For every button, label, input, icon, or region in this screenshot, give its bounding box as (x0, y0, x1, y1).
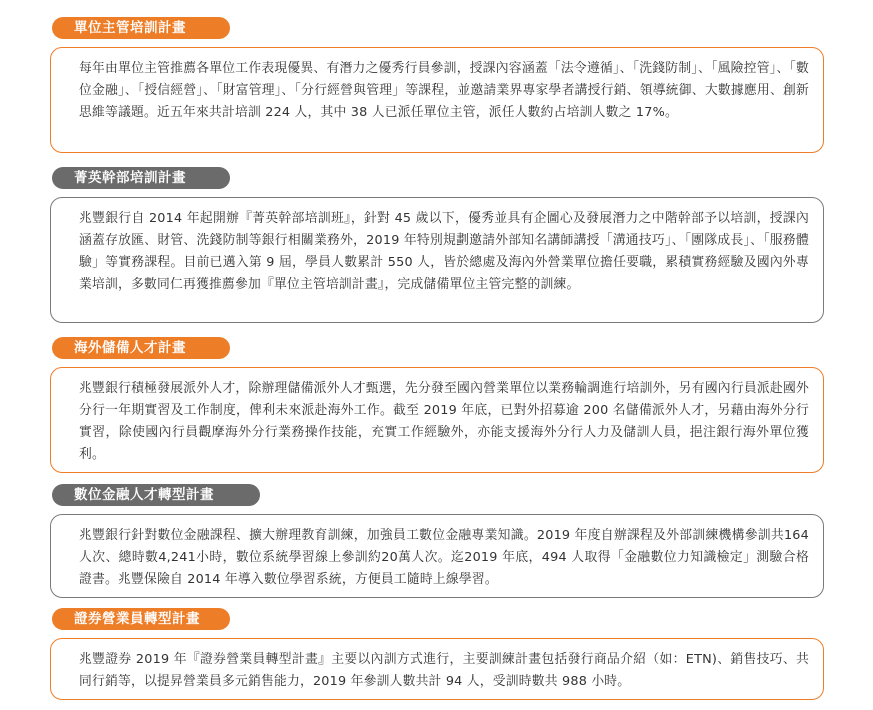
section-text: 兆豐證券 2019 年『證券營業員轉型計畫』主要以內訓方式進行，主要訓練計畫包括發行商品介紹（如：ETN)、銷售技巧、共同行銷等，以提昇營業員多元銷售能力，2019 年參訓人數共計 94 人，受訓時數共 988 小時。 (79, 652, 809, 689)
section-body-securities-sales-transformation (50, 638, 824, 700)
section-text: 每年由單位主管推薦各單位工作表現優異、有潛力之優秀行員參訓，授課內容涵蓋「法令遵循」、「洗錢防制」、「風險控管」、「數位金融」、「授信經營」、「財富管理」、「分行經營與管理」等課程，並邀請業界專家學者講授行銷、領導統御、大數據應用、創新思維等議題。近五年來共計培訓 224 人，其中 38 人已派任單位主管，派任人數約占培訓人數之 17%。 (79, 61, 809, 120)
section-title-overseas-reserve-talent: 海外儲備人才計畫 (52, 337, 230, 359)
section-title-elite-cadre-training: 菁英幹部培訓計畫 (52, 167, 230, 189)
section-title-digital-finance-talent: 數位金融人才轉型計畫 (52, 484, 260, 506)
section-body-elite-cadre-training (50, 197, 824, 323)
section-title-securities-sales-transformation: 證券營業員轉型計畫 (52, 608, 230, 630)
section-body-digital-finance-talent (50, 514, 824, 598)
section-text: 兆豐銀行積極發展派外人才，除辦理儲備派外人才甄選，先分發至國內營業單位以業務輪調進行培訓外，另有國內行員派赴國外分行一年期實習及工作制度，俾利未來派赴海外工作。截至 2019 年底，已對外招募逾 200 名儲備派外人才，另藉由海外分行實習，除使國內行員觀摩海外分行業務操作技能，充實工作經驗外，亦能支援海外分行人力及儲訓人員，挹注銀行海外單位獲利。 (79, 381, 809, 462)
section-body-overseas-reserve-talent (50, 367, 824, 473)
section-title-unit-manager-training: 單位主管培訓計畫 (52, 17, 230, 39)
section-text: 兆豐銀行針對數位金融課程、擴大辦理教育訓練，加強員工數位金融專業知識。2019 年度自辦課程及外部訓練機構參訓共164人次、總時數4,241小時，數位系統學習線上參訓約20萬人次。迄2019 年底，494 人取得「金融數位力知識檢定」測驗合格證書。兆豐保險自 2014 年導入數位學習系統，方便員工隨時上線學習。 (79, 528, 809, 587)
section-text: 兆豐銀行自 2014 年起開辦『菁英幹部培訓班』，針對 45 歲以下，優秀並具有企圖心及發展潛力之中階幹部予以培訓，授課內涵蓋存放匯、財管、洗錢防制等銀行相關業務外，2019 年特別規劃邀請外部知名講師講授「溝通技巧」、「團隊成長」、「服務體驗」等實務課程。目前已邁入第 9 屆，學員人數累計 550 人，皆於總處及海內外營業單位擔任要職，累積實務經驗及國內外專業培訓，多數同仁再獲推薦參加『單位主管培訓計畫』，完成儲備單位主管完整的訓練。 (79, 211, 809, 292)
section-body-unit-manager-training (50, 47, 824, 153)
